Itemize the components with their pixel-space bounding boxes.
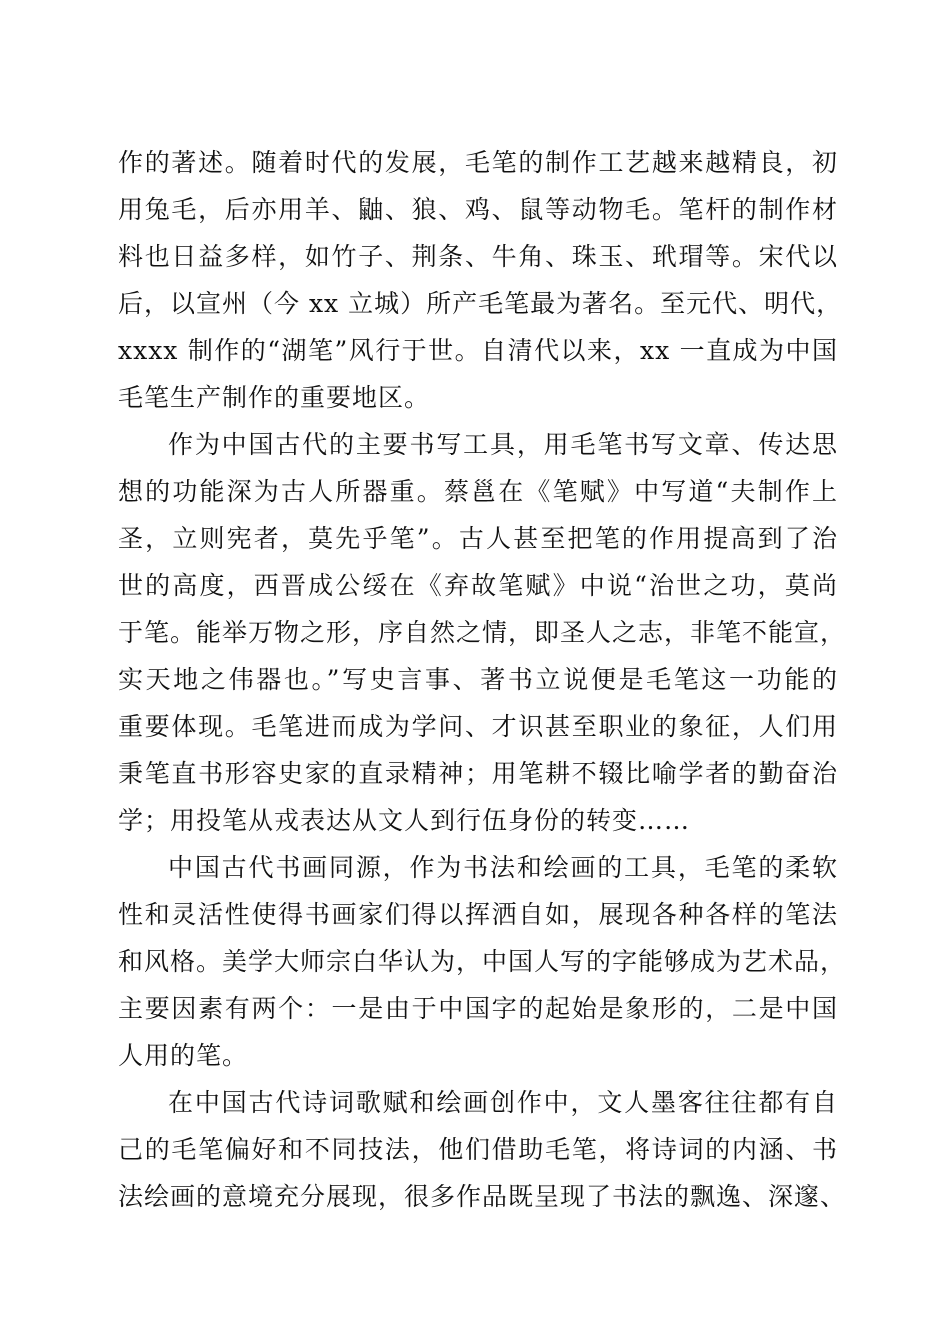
paragraph-3 xyxy=(118,844,847,1079)
text-line: 世的高度，西晋成公绥在《弃故笔赋》中说“治世之功，莫尚 xyxy=(118,571,838,600)
text-line: xxxx 制作的“湖笔”风行于世。自清代以来，xx 一直成为中国 xyxy=(118,336,838,365)
text-line: 法绘画的意境充分展现，很多作品既呈现了书法的飘逸、深邃、 xyxy=(118,1182,847,1211)
text-line: 作的著述。随着时代的发展，毛笔的制作工艺越来越精良，初 xyxy=(118,148,838,177)
text-line: 人用的笔。 xyxy=(118,1041,249,1070)
text-line: 学；用投笔从戎表达从文人到行伍身份的转变…… xyxy=(118,806,691,835)
document-page xyxy=(118,139,847,1220)
text-line: 在中国古代诗词歌赋和绘画创作中，文人墨客往往都有自 xyxy=(168,1088,838,1117)
paragraph-2 xyxy=(118,421,847,844)
text-line: 性和灵活性使得书画家们得以挥洒自如，展现各种各样的笔法 xyxy=(118,900,838,929)
text-line: 作为中国古代的主要书写工具，用毛笔书写文章、传达思 xyxy=(168,430,838,459)
text-line: 主要因素有两个：一是由于中国字的起始是象形的，二是中国 xyxy=(118,994,838,1023)
text-line: 想的功能深为古人所器重。蔡邕在《笔赋》中写道“夫制作上 xyxy=(118,477,838,506)
text-line: 和风格。美学大师宗白华认为，中国人写的字能够成为艺术品， xyxy=(118,947,847,976)
text-line: 后，以宣州（今 xx 立城）所产毛笔最为著名。至元代、明代， xyxy=(118,289,843,318)
text-line: 中国古代书画同源，作为书法和绘画的工具，毛笔的柔软 xyxy=(168,853,838,882)
text-line: 于笔。能举万物之形，序自然之情，即圣人之志，非笔不能宣， xyxy=(118,618,847,647)
text-line: 己的毛笔偏好和不同技法，他们借助毛笔，将诗词的内涵、书 xyxy=(118,1135,838,1164)
paragraph-4 xyxy=(118,1079,847,1220)
text-line: 实天地之伟器也。”写史言事、著书立说便是毛笔这一功能的 xyxy=(118,665,838,694)
text-line: 圣，立则宪者，莫先乎笔”。古人甚至把笔的作用提高到了治 xyxy=(118,524,838,553)
text-line: 重要体现。毛笔进而成为学问、才识甚至职业的象征，人们用 xyxy=(118,712,838,741)
paragraph-1 xyxy=(118,139,843,421)
text-line: 秉笔直书形容史家的直录精神；用笔耕不辍比喻学者的勤奋治 xyxy=(118,759,838,788)
text-line: 料也日益多样，如竹子、荆条、牛角、珠玉、玳瑁等。宋代以 xyxy=(118,242,838,271)
text-line: 用兔毛，后亦用羊、鼬、狼、鸡、鼠等动物毛。笔杆的制作材 xyxy=(118,195,838,224)
text-line: 毛笔生产制作的重要地区。 xyxy=(118,383,431,412)
